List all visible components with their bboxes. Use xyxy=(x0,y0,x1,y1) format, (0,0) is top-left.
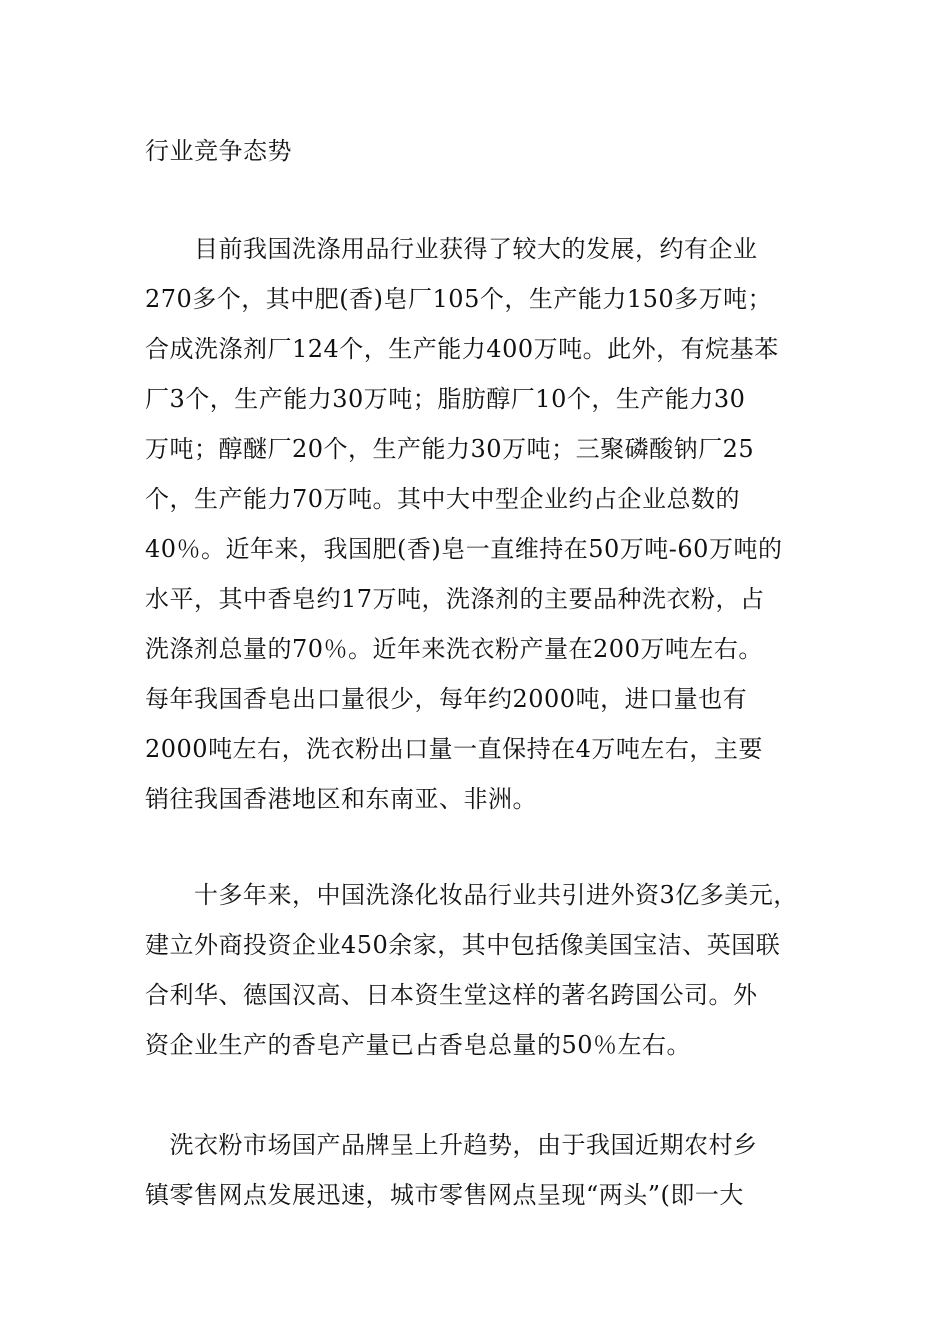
paragraph-line: 十多年来，中国洗涤化妆品行业共引进外资3亿多美元， xyxy=(145,881,798,909)
paragraph-line: 销往我国香港地区和东南亚、非洲。 xyxy=(145,785,537,813)
paragraph-line: 洗衣粉市场国产品牌呈上升趋势，由于我国近期农村乡 xyxy=(145,1131,758,1159)
section-heading xyxy=(145,126,815,176)
paragraph-line: 个，生产能力70万吨。其中大中型企业约占企业总数的 xyxy=(145,485,741,513)
paragraph-line: 资企业生产的香皂产量已占香皂总量的50％左右。 xyxy=(145,1031,692,1059)
paragraph-industry-overview xyxy=(145,224,815,824)
paragraph-line: 270多个，其中肥(香)皂厂105个，生产能力150多万吨； xyxy=(145,285,773,313)
paragraph-line: 每年我国香皂出口量很少，每年约2000吨，进口量也有 xyxy=(145,685,748,713)
paragraph-line: 合成洗涤剂厂124个，生产能力400万吨。此外，有烷基苯 xyxy=(145,335,779,363)
paragraph-line: 镇零售网点发展迅速，城市零售网点呈现“两头”(即一大 xyxy=(145,1181,744,1209)
paragraph-line: 厂3个，生产能力30万吨；脂肪醇厂10个，生产能力30 xyxy=(145,385,746,413)
paragraph-detergent-market xyxy=(145,1120,815,1220)
paragraph-line: 水平，其中香皂约17万吨，洗涤剂的主要品种洗衣粉，占 xyxy=(145,585,765,613)
paragraph-line: 40％。近年来，我国肥(香)皂一直维持在50万吨-60万吨的 xyxy=(145,535,783,563)
heading-text: 行业竞争态势 xyxy=(145,137,292,165)
paragraph-line: 目前我国洗涤用品行业获得了较大的发展，约有企业 xyxy=(145,235,758,263)
paragraph-line: 2000吨左右，洗衣粉出口量一直保持在4万吨左右，主要 xyxy=(145,735,763,763)
paragraph-foreign-investment xyxy=(145,870,815,1070)
paragraph-line: 合利华、德国汉高、日本资生堂这样的著名跨国公司。外 xyxy=(145,981,758,1009)
paragraph-line: 建立外商投资企业450余家，其中包括像美国宝洁、英国联 xyxy=(145,931,781,959)
paragraph-line: 万吨；醇醚厂20个，生产能力30万吨；三聚磷酸钠厂25 xyxy=(145,435,755,463)
paragraph-line: 洗涤剂总量的70％。近年来洗衣粉产量在200万吨左右。 xyxy=(145,635,763,663)
